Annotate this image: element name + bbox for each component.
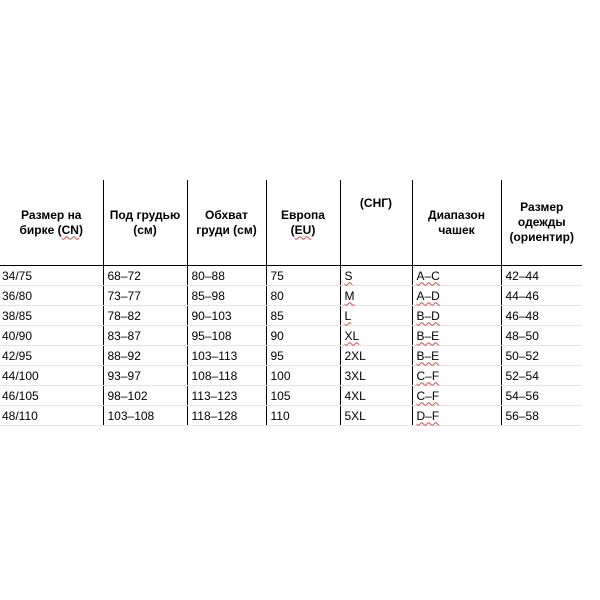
cell-bust: 118–128 (187, 406, 266, 426)
cell-clothing-size: 50–52 (501, 346, 582, 366)
cell-cup-range: C–F (412, 366, 501, 386)
cell-cup-range: D–F (412, 406, 501, 426)
cell-europe: 75 (266, 266, 340, 286)
header-europe: Европа (EU) (266, 180, 340, 266)
cell-cis: 3XL (340, 366, 412, 386)
cell-europe: 85 (266, 306, 340, 326)
header-underbust: Под грудью (см) (103, 180, 187, 266)
cell-cis: S (340, 266, 412, 286)
cell-cn-size: 48/110 (0, 406, 103, 426)
cell-bust: 108–118 (187, 366, 266, 386)
size-chart-sheet (0, 180, 600, 423)
size-chart-table (0, 180, 582, 426)
cell-cn-size: 42/95 (0, 346, 103, 366)
cell-clothing-size: 52–54 (501, 366, 582, 386)
cell-europe: 90 (266, 326, 340, 346)
cell-clothing-size: 42–44 (501, 266, 582, 286)
cell-cis: 4XL (340, 386, 412, 406)
cell-bust: 85–98 (187, 286, 266, 306)
table-row (0, 366, 582, 386)
cell-cis: 5XL (340, 406, 412, 426)
cell-clothing-size: 56–58 (501, 406, 582, 426)
cell-cup-range: C–F (412, 386, 501, 406)
table-row (0, 326, 582, 346)
cell-underbust: 93–97 (103, 366, 187, 386)
cell-underbust: 78–82 (103, 306, 187, 326)
table-row (0, 306, 582, 326)
table-row (0, 406, 582, 426)
cell-cn-size: 38/85 (0, 306, 103, 326)
cell-cup-range: B–D (412, 306, 501, 326)
cell-underbust: 83–87 (103, 326, 187, 346)
table-row (0, 386, 582, 406)
cell-underbust: 103–108 (103, 406, 187, 426)
cell-cn-size: 40/90 (0, 326, 103, 346)
cell-underbust: 98–102 (103, 386, 187, 406)
cell-cup-range: A–D (412, 286, 501, 306)
cell-cup-range: B–E (412, 326, 501, 346)
header-clothing-size: Размер одежды (ориентир) (501, 180, 582, 266)
cell-clothing-size: 44–46 (501, 286, 582, 306)
cell-cn-size: 44/100 (0, 366, 103, 386)
cell-europe: 80 (266, 286, 340, 306)
header-row (0, 180, 582, 266)
cell-cup-range: B–E (412, 346, 501, 366)
header-bust: Обхват груди (см) (187, 180, 266, 266)
cell-bust: 95–108 (187, 326, 266, 346)
cell-underbust: 68–72 (103, 266, 187, 286)
cell-bust: 103–113 (187, 346, 266, 366)
cell-europe: 95 (266, 346, 340, 366)
cell-cis: M (340, 286, 412, 306)
table-row (0, 346, 582, 366)
cell-europe: 110 (266, 406, 340, 426)
cell-bust: 90–103 (187, 306, 266, 326)
header-cis: (СНГ) (340, 180, 412, 266)
cell-clothing-size: 54–56 (501, 386, 582, 406)
cell-europe: 100 (266, 366, 340, 386)
cell-cup-range: A–C (412, 266, 501, 286)
header-cup-range: Диапазон чашек (412, 180, 501, 266)
cell-cn-size: 36/80 (0, 286, 103, 306)
header-cn-size: Размер на бирке (CN) (0, 180, 103, 266)
cell-cn-size: 34/75 (0, 266, 103, 286)
cell-cn-size: 46/105 (0, 386, 103, 406)
cell-clothing-size: 46–48 (501, 306, 582, 326)
cell-underbust: 88–92 (103, 346, 187, 366)
cell-cis: 2XL (340, 346, 412, 366)
cell-bust: 113–123 (187, 386, 266, 406)
cell-clothing-size: 48–50 (501, 326, 582, 346)
table-row (0, 286, 582, 306)
cell-europe: 105 (266, 386, 340, 406)
cell-cis: XL (340, 326, 412, 346)
cell-bust: 80–88 (187, 266, 266, 286)
table-row (0, 266, 582, 286)
cell-underbust: 73–77 (103, 286, 187, 306)
cell-cis: L (340, 306, 412, 326)
